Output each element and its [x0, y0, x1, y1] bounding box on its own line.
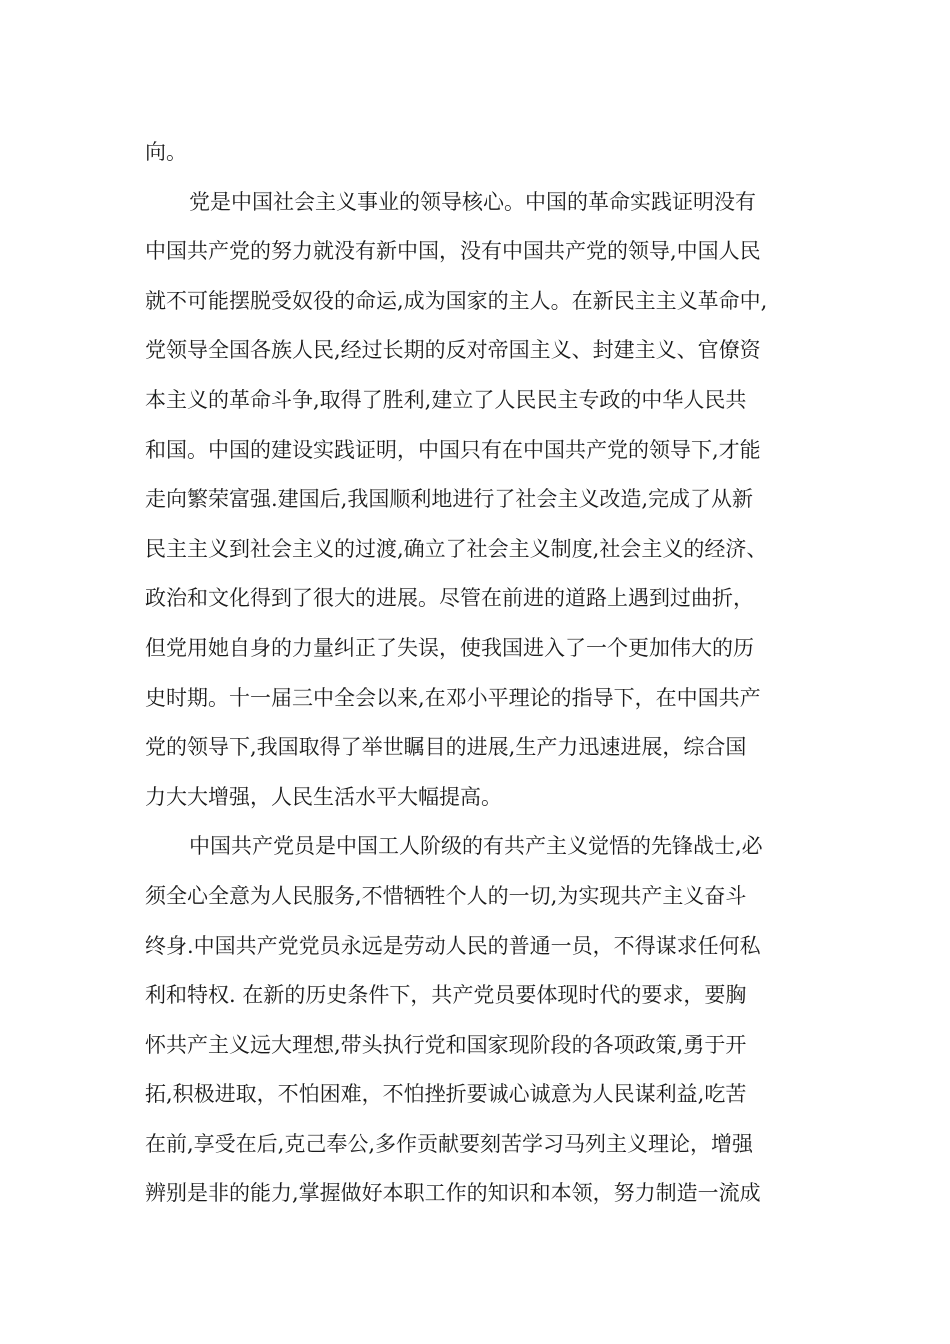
text-line: 和国。中国的建设实践证明，中国只有在中国共产党的领导下,才能 [145, 437, 761, 462]
body-text [145, 128, 825, 1219]
text-line: 党的领导下,我国取得了举世瞩目的进展,生产力迅速进展，综合国 [145, 735, 747, 760]
text-line: 中国共产党的努力就没有新中国，没有中国共产党的领导,中国人民 [145, 239, 761, 264]
paragraph-party-members [145, 822, 825, 1219]
paragraph-party-leadership [145, 178, 825, 823]
text-line: 党是中国社会主义事业的领导核心。中国的革命实践证明没有 [189, 189, 756, 214]
text-line: 就不可能摆脱受奴役的命运,成为国家的主人。在新民主主义革命中, [145, 288, 768, 313]
text-line: 政治和文化得到了很大的进展。尽管在前进的道路上遇到过曲折， [145, 586, 754, 611]
text-line: 拓,积极进取，不怕困难，不怕挫折要诚心诚意为人民谋利益,吃苦 [145, 1082, 747, 1107]
text-line: 中国共产党员是中国工人阶级的有共产主义觉悟的先锋战士,必 [189, 834, 763, 859]
text-line: 利和特权. 在新的历史条件下，共产党员要体现时代的要求，要胸 [145, 983, 747, 1008]
text-line: 民主主义到社会主义的过渡,确立了社会主义制度,社会主义的经济、 [145, 536, 768, 561]
text-line: 党领导全国各族人民,经过长期的反对帝国主义、封建主义、官僚资 [145, 338, 761, 363]
text-line: 史时期。十一届三中全会以来,在邓小平理论的指导下，在中国共产 [145, 685, 761, 710]
text-line: 辨别是非的能力,掌握做好本职工作的知识和本领，努力制造一流成 [145, 1181, 761, 1206]
text-line: 力大大增强，人民生活水平大幅提高。 [145, 784, 502, 809]
text-line: 终身.中国共产党党员永远是劳动人民的普通一员，不得谋求任何私 [145, 933, 761, 958]
text-line: 须全心全意为人民服务,不惜牺牲个人的一切,为实现共产主义奋斗 [145, 883, 747, 908]
text-line: 在前,享受在后,克己奉公,多作贡献要刻苦学习马列主义理论，增强 [145, 1131, 754, 1156]
text-line: 本主义的革命斗争,取得了胜利,建立了人民民主专政的中华人民共 [145, 387, 747, 412]
text-line: 怀共产主义远大理想,带头执行党和国家现阶段的各项政策,勇于开 [145, 1032, 747, 1057]
text-line: 但党用她自身的力量纠正了失误，使我国进入了一个更加伟大的历 [145, 635, 754, 660]
text-line: 向。 [145, 140, 187, 164]
text-line: 走向繁荣富强.建国后,我国顺利地进行了社会主义改造,完成了从新 [145, 487, 754, 512]
paragraph-continuation [145, 128, 825, 178]
